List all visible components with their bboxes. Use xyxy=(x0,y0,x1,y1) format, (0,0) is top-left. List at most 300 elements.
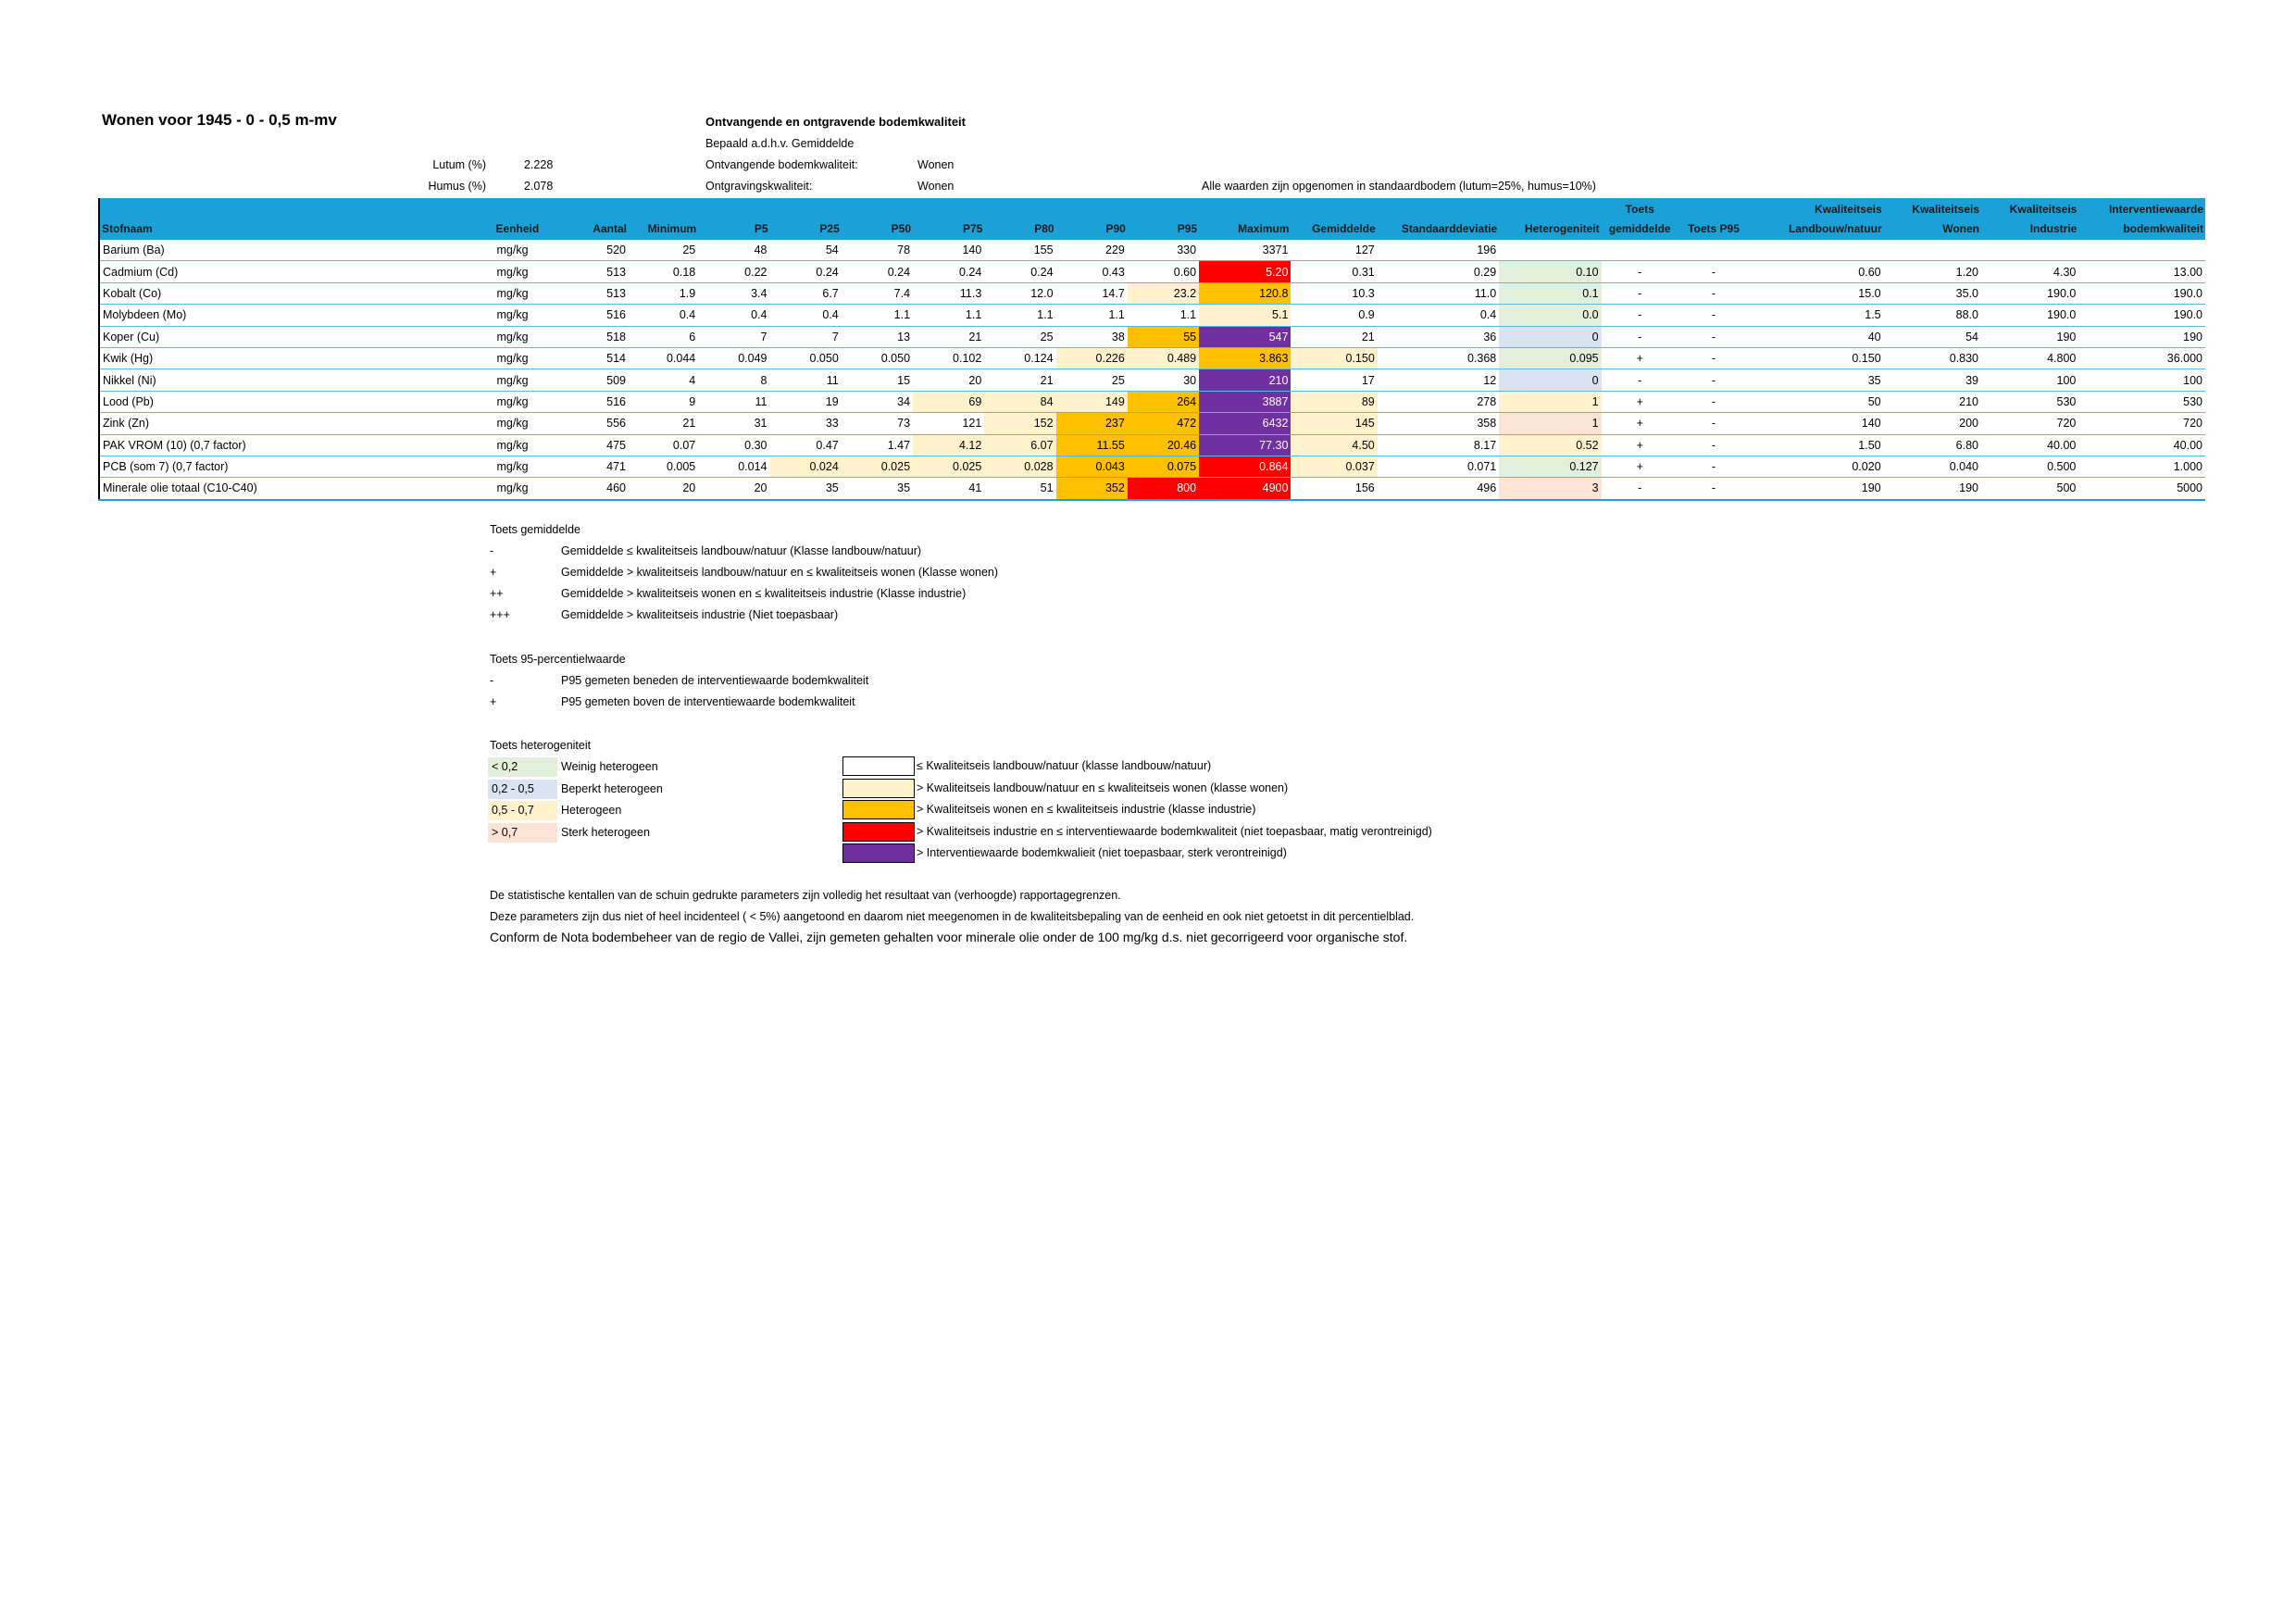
cell-tp: - xyxy=(1678,456,1749,477)
color-legend-swatch xyxy=(842,800,915,819)
cell-p95: 0.489 xyxy=(1128,347,1199,369)
cell-p95: 472 xyxy=(1128,413,1199,434)
col-interventiewaarde xyxy=(2078,198,2205,240)
heterogeniteit-range: 0,2 - 0,5 xyxy=(492,781,534,795)
cell-wonen: 200 xyxy=(1884,413,1981,434)
cell-het: 0.0 xyxy=(1499,305,1601,326)
cell-p50: 15 xyxy=(842,369,913,391)
col-interventiewaarde-line1: Interventiewaarde xyxy=(2108,203,2203,216)
cell-lb: 40 xyxy=(1749,326,1884,347)
cell-p5: 11 xyxy=(698,391,769,412)
cell-min: 6 xyxy=(629,326,698,347)
cell-p25: 35 xyxy=(770,478,842,500)
cell-p80: 51 xyxy=(984,478,1055,500)
toets-gemiddelde-symbol: - xyxy=(490,544,494,557)
cell-gem: 21 xyxy=(1291,326,1377,347)
cell-lb: 50 xyxy=(1749,391,1884,412)
toets-p95-symbol: + xyxy=(490,695,497,708)
cell-tg: - xyxy=(1602,305,1678,326)
cell-p75: 121 xyxy=(913,413,984,434)
col-p90: P90 xyxy=(1056,198,1128,240)
toets-p95-text: P95 gemeten boven de interventiewaarde bodemkwaliteit xyxy=(561,695,855,708)
cell-ind: 40.00 xyxy=(1981,434,2078,456)
cell-ind xyxy=(1981,240,2078,261)
toets-p95-title: Toets 95-percentielwaarde xyxy=(490,653,626,666)
cell-min: 1.9 xyxy=(629,282,698,304)
cell-unit: mg/kg xyxy=(493,282,554,304)
bepaald-label: Bepaald a.d.h.v. Gemiddelde xyxy=(705,137,855,150)
col-kw-wonen-line2: Wonen xyxy=(1942,222,1979,235)
color-legend-swatch xyxy=(842,843,915,863)
cell-p25: 19 xyxy=(770,391,842,412)
cell-iw: 190.0 xyxy=(2078,282,2205,304)
cell-p25: 0.024 xyxy=(770,456,842,477)
cell-min: 0.005 xyxy=(629,456,698,477)
cell-het: 0.095 xyxy=(1499,347,1601,369)
cell-gem: 145 xyxy=(1291,413,1377,434)
cell-iw: 720 xyxy=(2078,413,2205,434)
cell-wonen: 54 xyxy=(1884,326,1981,347)
toets-heterogeniteit-title: Toets heterogeniteit xyxy=(490,739,592,752)
cell-ind: 190.0 xyxy=(1981,305,2078,326)
cell-tg xyxy=(1602,240,1678,261)
cell-wonen: 190 xyxy=(1884,478,1981,500)
cell-ind: 500 xyxy=(1981,478,2078,500)
cell-p95: 800 xyxy=(1128,478,1199,500)
cell-tg: - xyxy=(1602,282,1678,304)
col-toets-gemiddelde-line1: Toets xyxy=(1625,203,1654,216)
col-kw-industrie-line2: Industrie xyxy=(2029,222,2078,235)
table-row xyxy=(99,391,2205,412)
col-kw-landbouw xyxy=(1749,198,1884,240)
cell-wonen: 39 xyxy=(1884,369,1981,391)
cell-het: 3 xyxy=(1499,478,1601,500)
humus-label: Humus (%) xyxy=(428,180,486,193)
cell-tp: - xyxy=(1678,261,1749,282)
footnote-3: Conform de Nota bodembeheer van de regio de Vallei, zijn gemeten gehalten voor minerale olie onder de 100 mg/kg d.s. niet gecorrigeerd voor organische stof. xyxy=(490,930,1408,944)
cell-sd: 0.368 xyxy=(1378,347,1499,369)
cell-max: 6432 xyxy=(1199,413,1291,434)
cell-ind: 100 xyxy=(1981,369,2078,391)
lutum-label: Lutum (%) xyxy=(432,158,486,171)
cell-aantal: 513 xyxy=(555,261,629,282)
col-kw-industrie xyxy=(1981,198,2078,240)
col-standaarddeviatie: Standaarddeviatie xyxy=(1378,198,1499,240)
cell-p75: 21 xyxy=(913,326,984,347)
cell-p50: 7.4 xyxy=(842,282,913,304)
cell-name: Kwik (Hg) xyxy=(99,347,493,369)
cell-unit: mg/kg xyxy=(493,347,554,369)
cell-het xyxy=(1499,240,1601,261)
cell-unit: mg/kg xyxy=(493,261,554,282)
col-eenheid: Eenheid xyxy=(493,198,554,240)
cell-het: 0.127 xyxy=(1499,456,1601,477)
cell-max: 120.8 xyxy=(1199,282,1291,304)
cell-p80: 0.24 xyxy=(984,261,1055,282)
cell-aantal: 520 xyxy=(555,240,629,261)
ontvangende-label: Ontvangende bodemkwaliteit: xyxy=(705,158,858,171)
cell-max: 3371 xyxy=(1199,240,1291,261)
cell-p75: 0.025 xyxy=(913,456,984,477)
cell-p90: 237 xyxy=(1056,413,1128,434)
toets-gemiddelde-text: Gemiddelde > kwaliteitseis industrie (Niet toepasbaar) xyxy=(561,608,839,621)
cell-gem: 0.150 xyxy=(1291,347,1377,369)
color-legend-text: ≤ Kwaliteitseis landbouw/natuur (klasse landbouw/natuur) xyxy=(917,759,1212,772)
cell-p75: 41 xyxy=(913,478,984,500)
col-toets-p95: Toets P95 xyxy=(1678,198,1749,240)
cell-p90: 25 xyxy=(1056,369,1128,391)
cell-gem: 4.50 xyxy=(1291,434,1377,456)
cell-p90: 149 xyxy=(1056,391,1128,412)
cell-lb: 140 xyxy=(1749,413,1884,434)
cell-wonen: 1.20 xyxy=(1884,261,1981,282)
cell-p75: 140 xyxy=(913,240,984,261)
cell-p5: 7 xyxy=(698,326,769,347)
cell-tg: - xyxy=(1602,478,1678,500)
cell-p90: 14.7 xyxy=(1056,282,1128,304)
heterogeniteit-text: Sterk heterogeen xyxy=(561,825,650,839)
cell-p25: 0.050 xyxy=(770,347,842,369)
cell-name: Koper (Cu) xyxy=(99,326,493,347)
cell-gem: 0.9 xyxy=(1291,305,1377,326)
col-kw-wonen-line1: Kwaliteitseis xyxy=(1912,203,1979,216)
cell-aantal: 475 xyxy=(555,434,629,456)
heterogeniteit-range: > 0,7 xyxy=(492,825,518,839)
cell-het: 0.10 xyxy=(1499,261,1601,282)
cell-p50: 78 xyxy=(842,240,913,261)
cell-ind: 190.0 xyxy=(1981,282,2078,304)
cell-iw: 190.0 xyxy=(2078,305,2205,326)
cell-p50: 1.47 xyxy=(842,434,913,456)
cell-ind: 530 xyxy=(1981,391,2078,412)
cell-p90: 229 xyxy=(1056,240,1128,261)
cell-sd: 0.071 xyxy=(1378,456,1499,477)
cell-p25: 0.24 xyxy=(770,261,842,282)
cell-p50: 0.050 xyxy=(842,347,913,369)
cell-ind: 4.30 xyxy=(1981,261,2078,282)
cell-max: 77.30 xyxy=(1199,434,1291,456)
toets-gemiddelde-symbol: + xyxy=(490,566,497,579)
cell-lb: 1.5 xyxy=(1749,305,1884,326)
footnote-2: Deze parameters zijn dus niet of heel incidenteel ( < 5%) aangetoond en daarom niet meegenomen in de kwaliteitsbepaling van de eenheid en ook niet getoetst in dit percentielblad. xyxy=(490,910,1415,923)
cell-lb xyxy=(1749,240,1884,261)
cell-sd: 0.29 xyxy=(1378,261,1499,282)
cell-name: PAK VROM (10) (0,7 factor) xyxy=(99,434,493,456)
cell-p90: 0.43 xyxy=(1056,261,1128,282)
color-legend-text: > Kwaliteitseis industrie en ≤ interventiewaarde bodemkwaliteit (niet toepasbaar, matig verontreinigd) xyxy=(917,824,1432,838)
toets-gemiddelde-text: Gemiddelde ≤ kwaliteitseis landbouw/natuur (Klasse landbouw/natuur) xyxy=(561,544,922,557)
toets-p95-symbol: - xyxy=(490,674,494,687)
cell-max: 0.864 xyxy=(1199,456,1291,477)
cell-iw xyxy=(2078,240,2205,261)
cell-sd: 0.4 xyxy=(1378,305,1499,326)
cell-iw: 36.000 xyxy=(2078,347,2205,369)
cell-iw: 1.000 xyxy=(2078,456,2205,477)
col-interventiewaarde-line2: bodemkwaliteit xyxy=(2123,222,2203,235)
toets-gemiddelde-text: Gemiddelde > kwaliteitseis wonen en ≤ kwaliteitseis industrie (Klasse industrie) xyxy=(561,587,967,600)
ontgraving-value: Wonen xyxy=(917,180,955,193)
cell-name: Barium (Ba) xyxy=(99,240,493,261)
cell-tg: - xyxy=(1602,369,1678,391)
col-p25: P25 xyxy=(770,198,842,240)
cell-gem: 0.31 xyxy=(1291,261,1377,282)
cell-tg: + xyxy=(1602,434,1678,456)
col-kw-industrie-line1: Kwaliteitseis xyxy=(2009,203,2078,216)
cell-p25: 6.7 xyxy=(770,282,842,304)
cell-p5: 0.049 xyxy=(698,347,769,369)
cell-p90: 11.55 xyxy=(1056,434,1128,456)
cell-p95: 55 xyxy=(1128,326,1199,347)
cell-p5: 20 xyxy=(698,478,769,500)
table-row xyxy=(99,305,2205,326)
cell-min: 25 xyxy=(629,240,698,261)
cell-ind: 4.800 xyxy=(1981,347,2078,369)
cell-sd: 12 xyxy=(1378,369,1499,391)
cell-name: Nikkel (Ni) xyxy=(99,369,493,391)
color-legend-text: > Interventiewaarde bodemkwalieit (niet toepasbaar, sterk verontreinigd) xyxy=(917,846,1287,859)
page-title: Wonen voor 1945 - 0 - 0,5 m-mv xyxy=(102,111,337,129)
cell-p50: 0.025 xyxy=(842,456,913,477)
cell-tp: - xyxy=(1678,478,1749,500)
cell-aantal: 471 xyxy=(555,456,629,477)
cell-unit: mg/kg xyxy=(493,369,554,391)
cell-p25: 11 xyxy=(770,369,842,391)
col-aantal: Aantal xyxy=(555,198,629,240)
cell-unit: mg/kg xyxy=(493,413,554,434)
col-toets-gemiddelde-line2: gemiddelde xyxy=(1608,222,1671,235)
table-row xyxy=(99,240,2205,261)
cell-aantal: 518 xyxy=(555,326,629,347)
cell-gem: 127 xyxy=(1291,240,1377,261)
cell-lb: 0.020 xyxy=(1749,456,1884,477)
cell-aantal: 509 xyxy=(555,369,629,391)
color-legend-text: > Kwaliteitseis wonen en ≤ kwaliteitseis industrie (klasse industrie) xyxy=(917,803,1256,816)
cell-min: 0.4 xyxy=(629,305,698,326)
cell-sd: 196 xyxy=(1378,240,1499,261)
footnote-1: De statistische kentallen van de schuin gedrukte parameters zijn volledig het resultaat van (verhoogde) rapportagegrenzen. xyxy=(490,889,1121,902)
cell-name: Lood (Pb) xyxy=(99,391,493,412)
cell-lb: 35 xyxy=(1749,369,1884,391)
cell-p50: 1.1 xyxy=(842,305,913,326)
cell-p80: 25 xyxy=(984,326,1055,347)
toets-gemiddelde-symbol: ++ xyxy=(490,587,504,600)
cell-p80: 1.1 xyxy=(984,305,1055,326)
heterogeniteit-text: Heterogeen xyxy=(561,804,622,817)
cell-p75: 4.12 xyxy=(913,434,984,456)
col-minimum: Minimum xyxy=(629,198,698,240)
cell-p50: 35 xyxy=(842,478,913,500)
cell-aantal: 514 xyxy=(555,347,629,369)
cell-p80: 12.0 xyxy=(984,282,1055,304)
cell-wonen: 0.830 xyxy=(1884,347,1981,369)
cell-p95: 20.46 xyxy=(1128,434,1199,456)
cell-aantal: 513 xyxy=(555,282,629,304)
heterogeniteit-range: 0,5 - 0,7 xyxy=(492,804,534,817)
cell-gem: 10.3 xyxy=(1291,282,1377,304)
cell-p5: 3.4 xyxy=(698,282,769,304)
cell-tp: - xyxy=(1678,369,1749,391)
cell-lb: 0.60 xyxy=(1749,261,1884,282)
toets-gemiddelde-symbol: +++ xyxy=(490,608,510,621)
cell-p80: 0.028 xyxy=(984,456,1055,477)
cell-tp: - xyxy=(1678,326,1749,347)
cell-aantal: 516 xyxy=(555,305,629,326)
cell-tp: - xyxy=(1678,347,1749,369)
cell-het: 0 xyxy=(1499,369,1601,391)
cell-sd: 278 xyxy=(1378,391,1499,412)
cell-tp: - xyxy=(1678,434,1749,456)
cell-p50: 73 xyxy=(842,413,913,434)
cell-min: 9 xyxy=(629,391,698,412)
cell-iw: 5000 xyxy=(2078,478,2205,500)
cell-wonen: 88.0 xyxy=(1884,305,1981,326)
cell-min: 4 xyxy=(629,369,698,391)
cell-wonen: 210 xyxy=(1884,391,1981,412)
cell-p5: 31 xyxy=(698,413,769,434)
table-row xyxy=(99,347,2205,369)
cell-name: Zink (Zn) xyxy=(99,413,493,434)
cell-p25: 0.47 xyxy=(770,434,842,456)
cell-tg: - xyxy=(1602,261,1678,282)
table-row xyxy=(99,369,2205,391)
cell-p5: 0.22 xyxy=(698,261,769,282)
cell-p80: 0.124 xyxy=(984,347,1055,369)
col-kw-landbouw-line1: Kwaliteitseis xyxy=(1814,203,1882,216)
lutum-value: 2.228 xyxy=(524,158,554,171)
cell-tg: + xyxy=(1602,456,1678,477)
cell-unit: mg/kg xyxy=(493,434,554,456)
cell-tp xyxy=(1678,240,1749,261)
cell-iw: 40.00 xyxy=(2078,434,2205,456)
table-row xyxy=(99,478,2205,500)
cell-aantal: 556 xyxy=(555,413,629,434)
cell-sd: 496 xyxy=(1378,478,1499,500)
cell-min: 21 xyxy=(629,413,698,434)
cell-min: 20 xyxy=(629,478,698,500)
table-row xyxy=(99,326,2205,347)
cell-unit: mg/kg xyxy=(493,305,554,326)
cell-unit: mg/kg xyxy=(493,391,554,412)
standaard-note: Alle waarden zijn opgenomen in standaardbodem (lutum=25%, humus=10%) xyxy=(1202,180,1596,193)
cell-lb: 1.50 xyxy=(1749,434,1884,456)
section-subtitle: Ontvangende en ontgravende bodemkwaliteit xyxy=(705,115,966,129)
cell-wonen: 35.0 xyxy=(1884,282,1981,304)
cell-tg: + xyxy=(1602,391,1678,412)
toets-gemiddelde-text: Gemiddelde > kwaliteitseis landbouw/natuur en ≤ kwaliteitseis wonen (Klasse wonen) xyxy=(561,566,999,579)
color-legend-swatch xyxy=(842,822,915,842)
cell-het: 0.52 xyxy=(1499,434,1601,456)
cell-sd: 36 xyxy=(1378,326,1499,347)
cell-p5: 0.30 xyxy=(698,434,769,456)
cell-max: 210 xyxy=(1199,369,1291,391)
col-toets-gemiddelde xyxy=(1602,198,1678,240)
cell-max: 5.1 xyxy=(1199,305,1291,326)
cell-p95: 23.2 xyxy=(1128,282,1199,304)
cell-max: 3.863 xyxy=(1199,347,1291,369)
cell-tp: - xyxy=(1678,305,1749,326)
cell-het: 1 xyxy=(1499,413,1601,434)
cell-name: Cadmium (Cd) xyxy=(99,261,493,282)
cell-min: 0.18 xyxy=(629,261,698,282)
ontvangende-value: Wonen xyxy=(917,158,955,171)
cell-lb: 190 xyxy=(1749,478,1884,500)
col-p75: P75 xyxy=(913,198,984,240)
cell-name: Minerale olie totaal (C10-C40) xyxy=(99,478,493,500)
heterogeniteit-text: Beperkt heterogeen xyxy=(561,781,663,795)
cell-p95: 330 xyxy=(1128,240,1199,261)
cell-ind: 190 xyxy=(1981,326,2078,347)
color-legend-swatch xyxy=(842,779,915,798)
cell-gem: 156 xyxy=(1291,478,1377,500)
cell-p5: 0.4 xyxy=(698,305,769,326)
cell-max: 4900 xyxy=(1199,478,1291,500)
col-p50: P50 xyxy=(842,198,913,240)
cell-unit: mg/kg xyxy=(493,240,554,261)
cell-p75: 1.1 xyxy=(913,305,984,326)
col-p95: P95 xyxy=(1128,198,1199,240)
cell-iw: 13.00 xyxy=(2078,261,2205,282)
cell-unit: mg/kg xyxy=(493,326,554,347)
cell-sd: 358 xyxy=(1378,413,1499,434)
toets-p95-text: P95 gemeten beneden de interventiewaarde bodemkwaliteit xyxy=(561,674,869,687)
cell-p95: 1.1 xyxy=(1128,305,1199,326)
cell-p95: 0.075 xyxy=(1128,456,1199,477)
cell-sd: 8.17 xyxy=(1378,434,1499,456)
cell-p95: 30 xyxy=(1128,369,1199,391)
cell-ind: 0.500 xyxy=(1981,456,2078,477)
cell-iw: 100 xyxy=(2078,369,2205,391)
cell-max: 5.20 xyxy=(1199,261,1291,282)
cell-p90: 352 xyxy=(1056,478,1128,500)
heterogeniteit-text: Weinig heterogeen xyxy=(561,760,658,773)
cell-unit: mg/kg xyxy=(493,478,554,500)
cell-p50: 13 xyxy=(842,326,913,347)
cell-p90: 1.1 xyxy=(1056,305,1128,326)
cell-het: 0.1 xyxy=(1499,282,1601,304)
cell-p90: 0.043 xyxy=(1056,456,1128,477)
heterogeniteit-range: < 0,2 xyxy=(492,760,518,773)
cell-tg: - xyxy=(1602,326,1678,347)
cell-p95: 264 xyxy=(1128,391,1199,412)
cell-p80: 21 xyxy=(984,369,1055,391)
cell-gem: 89 xyxy=(1291,391,1377,412)
cell-p95: 0.60 xyxy=(1128,261,1199,282)
cell-het: 0 xyxy=(1499,326,1601,347)
cell-p80: 152 xyxy=(984,413,1055,434)
cell-min: 0.044 xyxy=(629,347,698,369)
cell-p25: 54 xyxy=(770,240,842,261)
table-row xyxy=(99,413,2205,434)
cell-p5: 0.014 xyxy=(698,456,769,477)
cell-p25: 7 xyxy=(770,326,842,347)
cell-p80: 84 xyxy=(984,391,1055,412)
cell-max: 547 xyxy=(1199,326,1291,347)
cell-p75: 0.24 xyxy=(913,261,984,282)
cell-lb: 15.0 xyxy=(1749,282,1884,304)
cell-min: 0.07 xyxy=(629,434,698,456)
cell-p5: 8 xyxy=(698,369,769,391)
cell-wonen: 0.040 xyxy=(1884,456,1981,477)
cell-gem: 0.037 xyxy=(1291,456,1377,477)
cell-max: 3887 xyxy=(1199,391,1291,412)
col-kw-wonen xyxy=(1884,198,1981,240)
cell-p75: 11.3 xyxy=(913,282,984,304)
cell-p50: 0.24 xyxy=(842,261,913,282)
cell-aantal: 516 xyxy=(555,391,629,412)
cell-gem: 17 xyxy=(1291,369,1377,391)
results-table xyxy=(98,198,2205,501)
cell-tg: + xyxy=(1602,413,1678,434)
